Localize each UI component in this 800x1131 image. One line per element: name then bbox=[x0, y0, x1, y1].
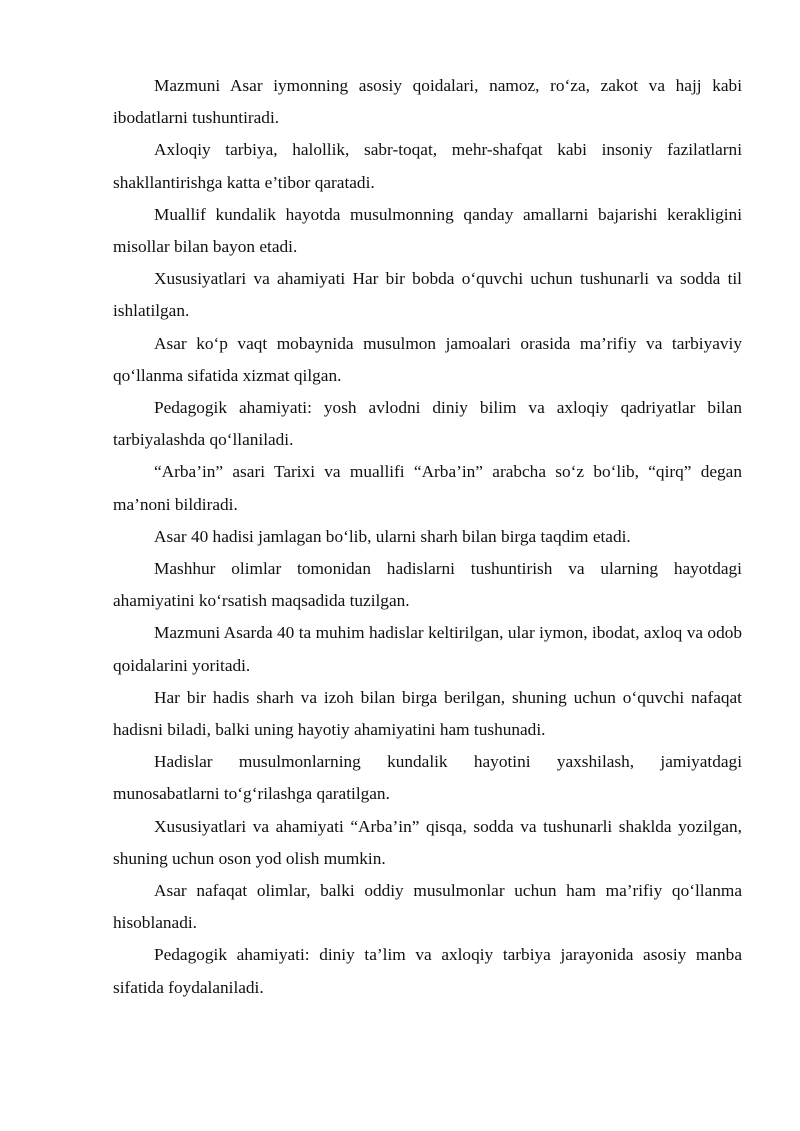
paragraph-3: Muallif kundalik hayotda musulmonning qanday amallarni bajarishi kerakligini misollar bilan bayon etadi. bbox=[113, 204, 742, 257]
paragraph-14: Asar nafaqat olimlar, balki oddiy musulmonlar uchun ham ma’rifiy qo‘llanma hisoblanadi. bbox=[113, 881, 742, 933]
paragraph-11: Har bir hadis sharh va izoh bilan birga berilgan, shuning uchun o‘quvchi nafaqat hadisni biladi, balki uning hayotiy ahamiyatini ham tushunadi. bbox=[113, 687, 742, 740]
paragraph-13: Xususiyatlari va ahamiyati “Arba’in” qisqa, sodda va tushunarli shaklda yozilgan, shuning uchun oson yod olish mumkin. bbox=[113, 816, 742, 868]
paragraph-4: Xususiyatlari va ahamiyati Har bir bobda o‘quvchi uchun tushunarli va sodda til ishlatilgan. bbox=[113, 269, 742, 321]
paragraph-10: Mazmuni Asarda 40 ta muhim hadislar keltirilgan, ular iymon, ibodat, axloq va odob qoidalarini yoritadi. bbox=[113, 623, 742, 675]
paragraph-5: Asar ko‘p vaqt mobaynida musulmon jamoalari orasida ma’rifiy va tarbiyaviy qo‘llanma sifatida xizmat qilgan. bbox=[113, 333, 742, 385]
paragraph-1: Mazmuni Asar iymonning asosiy qoidalari, namoz, ro‘za, zakot va hajj kabi ibodatlarni tushuntiradi. bbox=[113, 76, 742, 128]
document-page bbox=[113, 70, 742, 1004]
paragraph-12: Hadislar musulmonlarning kundalik hayotini yaxshilash, jamiyatdagi munosabatlarni to‘g‘rilashga qaratilgan. bbox=[113, 752, 742, 804]
paragraph-15: Pedagogik ahamiyati: diniy ta’lim va axloqiy tarbiya jarayonida asosiy manba sifatida foydalaniladi. bbox=[113, 945, 742, 997]
paragraph-8: Asar 40 hadisi jamlagan bo‘lib, ularni sharh bilan birga taqdim etadi. bbox=[154, 526, 631, 546]
paragraph-9: Mashhur olimlar tomonidan hadislarni tushuntirish va ularning hayotdagi ahamiyatini ko‘rsatish maqsadida tuzilgan. bbox=[113, 559, 742, 611]
paragraph-2: Axloqiy tarbiya, halollik, sabr-toqat, mehr-shafqat kabi insoniy fazilatlarni shakllantirishga katta e’tibor qaratadi. bbox=[113, 140, 742, 192]
paragraph-7: “Arba’in” asari Tarixi va muallifi “Arba’in” arabcha so‘z bo‘lib, “qirq” degan ma’noni bildiradi. bbox=[113, 462, 742, 514]
paragraph-6: Pedagogik ahamiyati: yosh avlodni diniy bilim va axloqiy qadriyatlar bilan tarbiyalashda qo‘llaniladi. bbox=[113, 398, 742, 450]
